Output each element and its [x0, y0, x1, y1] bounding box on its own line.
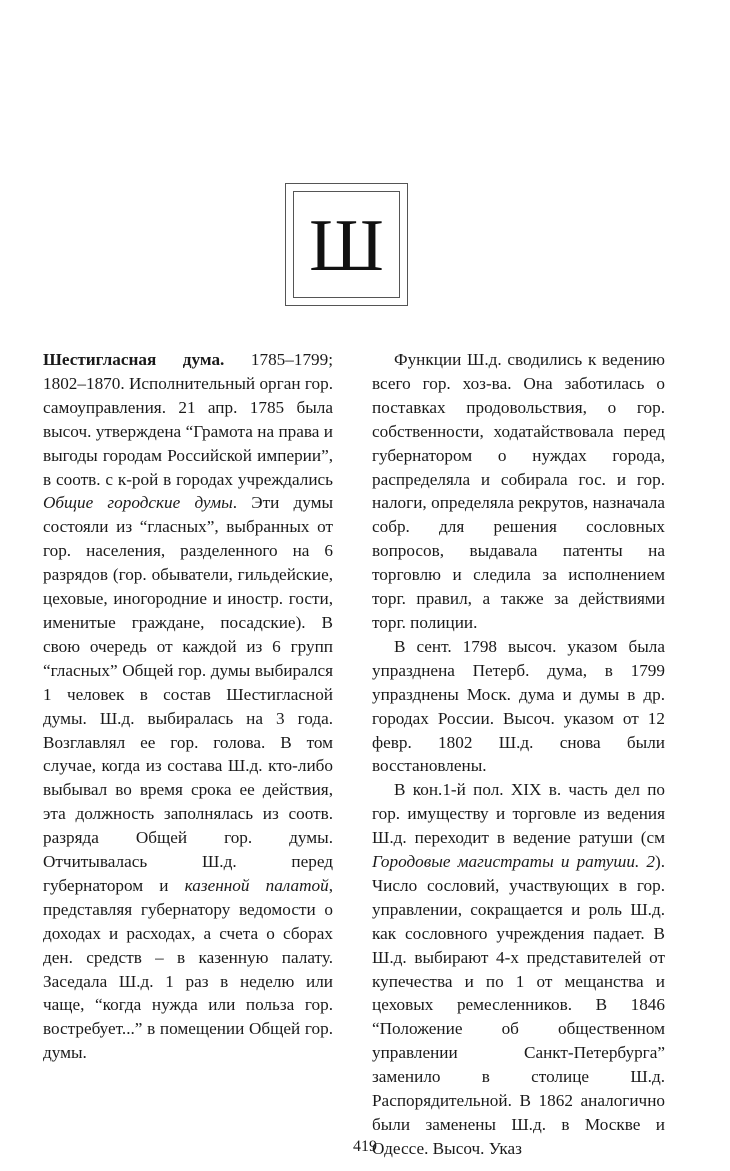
left-column — [43, 348, 333, 1065]
entry-text-c: , представляя губернатору ведомости о доходах и расходах, а счета о сборах ден. средств – в казенную палату. Заседала Ш.д. 1 раз в неделю или чаще, “когда нужда или польза гор. востребует...” в помещении Общей гор. думы. — [43, 875, 333, 1063]
reform-text-b: ). Число сословий, участвующих в гор. управлении, сокращается и роль Ш.д. как сословного учреждения падает. В Ш.д. выбирают 4-х представителей от купечества и по 1 от мещанства и цеховых ремесленников. В 1846 “Положение об общественном управлении Санкт-Петербурга” заменило в столице Ш.д. Распорядительной. В 1862 аналогично были заменены Ш.д. в Москве и Одессе. Высоч. Указ — [372, 852, 665, 1158]
functions-paragraph: Функции Ш.д. сводились к ведению всего гор. хоз-ва. Она заботилась о поставках продовольствия, о гор. собственности, ходатайствовала перед губернатором о нуждах города, распределяла и собирала гос. и гор. налоги, определяла рекрутов, назначала собр. для решения сословных вопросов, выдавала патенты на торговлю и следила за исполнением торг. правил, а также за действиями торг. полиции. — [372, 350, 665, 632]
right-column — [372, 348, 665, 1161]
section-letter-inner-frame — [293, 191, 400, 298]
abolition-paragraph: В сент. 1798 высоч. указом была упразднена Петерб. дума, в 1799 упразднены Моск. дума и думы в др. городах России. Высоч. указом от 12 февр. 1802 Ш.д. снова были восстановлены. — [372, 636, 665, 776]
cross-reference-general-dumas: Общие городские думы — [43, 493, 233, 513]
entry-text-b: . Эти думы состояли из “гласных”, выбранных от гор. населения, разделенного на 6 разрядов (гор. обыватели, гильдейские, цеховые, иногородние и иностр. гости, именитые граждане, посадские). В свою очередь от каждой из 6 групп “гласных” Общей гор. думы выбирался 1 человек в состав Шестигласной думы. Ш.д. выбиралась на 3 года. Возглавлял ее гор. голова. В том случае, когда из состава Ш.д. кто-либо выбывал во время срока ее действия, эта должность заполнялась из соотв. разряда Общей гор. думы. Отчитывалась Ш.д. перед губернатором и — [43, 493, 333, 895]
reform-paragraph — [372, 778, 665, 1161]
page-number: 419 — [353, 1138, 377, 1155]
entry-heading: Шестигласная дума. — [43, 350, 225, 369]
cross-reference-treasury-chamber: казенной палатой — [184, 875, 329, 895]
cross-reference-magistrates: Городовые магистраты и ратуши. 2 — [372, 852, 655, 872]
entry-paragraph — [43, 348, 333, 1065]
entry-text-a: 1785–1799; 1802–1870. Исполнительный орган гор. самоуправления. 21 апр. 1785 была высоч. утверждена “Грамота на права и выгоды городам Российской империи”, в соотв. с к-рой в городах учреждались — [43, 350, 334, 489]
section-letter-frame — [285, 183, 408, 306]
reform-text-a: В кон.1-й пол. XIX в. часть дел по гор. имуществу и торговле из ведения Ш.д. переходит в ведение ратуши (см — [372, 780, 665, 848]
section-letter: Ш — [309, 204, 384, 287]
